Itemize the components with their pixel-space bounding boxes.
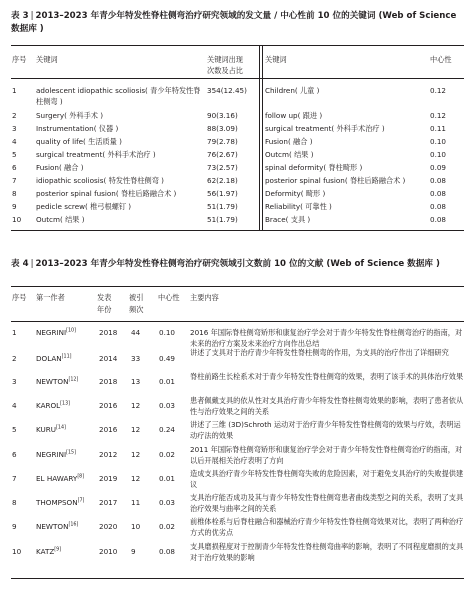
table4-row-10-rank: 10 xyxy=(12,547,22,556)
table3-row-9-centrality: 0.08 xyxy=(430,202,447,211)
table4-row-8-year: 2017 xyxy=(99,498,118,507)
table4-row-6-content: 2011 年国际脊柱侧弯矫形和康复治疗学会对于青少年特发性脊柱侧弯治疗的指南，对以后开展相关治疗表明了方向 xyxy=(190,445,463,465)
table4-row-6-rank: 6 xyxy=(12,450,17,459)
table3-row-8-rank: 8 xyxy=(12,189,17,198)
table4-row-4-content: 患者佩戴支具的依从性对支具治疗青少年特发性脊柱侧弯效果的影响，表明了患者依从性与治疗效果之间的关系 xyxy=(190,396,464,416)
table4-caption-number: 表 4 xyxy=(11,259,29,269)
table4-row-7-author xyxy=(36,473,84,484)
table3-row-2-rank: 2 xyxy=(12,111,17,120)
table3-row-2-keyword: Surgery( 外科手术 ) xyxy=(36,111,104,120)
table3-row-4-count: 79(2.78) xyxy=(207,137,238,146)
table4-row-1-content: 2016 年国际脊柱侧弯矫形和康复治疗学会对于青少年特发性脊柱侧弯治疗的指南，对未来的治疗方案及未来治疗方向作出总结 xyxy=(190,328,463,348)
table3-row-10-keyword: Outcm( 结果 ) xyxy=(36,215,85,224)
table4-row-5-author xyxy=(36,424,66,435)
table4-row-7-rank: 7 xyxy=(12,474,17,483)
table4-row-8-cited: 11 xyxy=(131,498,141,507)
table3-row-6-rank: 6 xyxy=(12,163,17,172)
table4-row-2-author-name: DOLAN xyxy=(36,354,62,363)
table3-row-6-keyword: Fusion( 融合 ) xyxy=(36,163,84,172)
table3-row-3-rank: 3 xyxy=(12,124,17,133)
table4-row-9-ref: [16] xyxy=(68,522,79,528)
table4-row-10-author xyxy=(36,546,61,557)
table3-row-2-centrality: 0.12 xyxy=(430,111,447,120)
table4-row-7-cited: 12 xyxy=(131,474,141,483)
table4-row-8-content: 支具治疗能否成功及其与青少年特发性脊柱侧弯患者曲线类型之间的关系，表明了支具治疗效果与曲率之间的关系 xyxy=(190,493,464,513)
table4-row-3-ref: [12] xyxy=(68,377,79,383)
table3-row-6-centrality: 0.09 xyxy=(430,163,447,172)
table4-row-3-author-name: NEWTON xyxy=(36,377,69,386)
table4-row-6-ref: [15] xyxy=(66,450,76,456)
table4-top-rule xyxy=(11,286,464,287)
table4-row-5-content: 讲述了三维 (3D)Schroth 运动对于治疗青少年特发性脊柱侧弯的效果与疗效，表明运动疗法的效果 xyxy=(190,420,461,440)
table4-row-5-rank: 5 xyxy=(12,425,17,434)
table3-row-9-rank: 9 xyxy=(12,202,17,211)
table3-row-1-count: 354(12.45) xyxy=(207,86,247,95)
table3-row-10-count: 51(1.79) xyxy=(207,215,238,224)
table4-row-6-author xyxy=(36,449,76,460)
table4-row-2-rank: 2 xyxy=(12,354,17,363)
table4-row-2-author xyxy=(36,353,72,364)
table4-row-10-centrality: 0.08 xyxy=(159,547,176,556)
table4-row-4-author xyxy=(36,400,70,411)
table4-caption-text: 2013–2023 年青少年特发性脊柱侧弯治疗研究领域引文数前 10 位的文献 (Web of Science 数据库 ) xyxy=(35,259,440,269)
table3-row-4-rank: 4 xyxy=(12,137,17,146)
table3-row-7-centrality: 0.08 xyxy=(430,176,447,185)
table4-row-8-ref: [7] xyxy=(77,498,85,504)
table3-row-2-keyword-2: follow up( 跟进 ) xyxy=(265,111,323,120)
table3-row-6-count: 73(2.57) xyxy=(207,163,238,172)
table3-row-5-count: 76(2.67) xyxy=(207,150,238,159)
table3-row-1-keyword-2: Children( 儿童 ) xyxy=(265,86,320,95)
table3-row-10-keyword-2: Brace( 支具 ) xyxy=(265,215,311,224)
table3-caption-text: 2013–2023 年青少年特发性脊柱侧弯治疗研究领域的发文量 / 中心性前 10 位的关键词 (Web of Science 数据库 ) xyxy=(11,11,457,34)
table3-row-10-centrality: 0.08 xyxy=(430,215,447,224)
table3-row-6-keyword-2: spinal deformity( 脊柱畸形 ) xyxy=(265,163,363,172)
table4-row-9-content: 前椎体栓系与后脊柱融合和器械治疗青少年特发性脊柱侧弯效果对比，表明了两种治疗方式的优劣点 xyxy=(190,517,464,537)
table4-header-author: 第一作者 xyxy=(36,293,65,302)
table4-row-1-author-name: NEGRINI xyxy=(36,328,67,337)
table4-row-5-year: 2016 xyxy=(99,425,118,434)
table4-row-9-author xyxy=(36,521,78,532)
table4-row-4-ref: [13] xyxy=(60,401,71,407)
table4-row-5-cited: 12 xyxy=(131,425,141,434)
table4-row-10-cited: 9 xyxy=(131,547,136,556)
table3-top-rule xyxy=(11,45,464,46)
table3-row-3-centrality: 0.11 xyxy=(430,124,447,133)
table3-row-4-centrality: 0.10 xyxy=(430,137,447,146)
table4-row-4-author-name: KAROL xyxy=(36,401,61,410)
table3-row-8-count: 56(1.97) xyxy=(207,189,238,198)
table4-row-7-centrality: 0.01 xyxy=(159,474,176,483)
table4-row-2-ref: [11] xyxy=(61,354,72,360)
table3-header-count-1: 关键词出现 xyxy=(207,55,243,64)
table3-row-1-centrality: 0.12 xyxy=(430,86,447,95)
table3-row-3-count: 88(3.09) xyxy=(207,124,238,133)
table4-row-1-author xyxy=(36,327,76,338)
table3-row-10-rank: 10 xyxy=(12,215,22,224)
table4-row-1-year: 2018 xyxy=(99,328,118,337)
table4-header-cited-2: 频次 xyxy=(129,305,144,314)
table4-row-9-year: 2020 xyxy=(99,522,118,531)
table3-row-5-centrality: 0.10 xyxy=(430,150,447,159)
table4-row-8-author xyxy=(36,497,84,508)
table3-row-9-count: 51(1.79) xyxy=(207,202,238,211)
table3-row-4-keyword: quality of life( 生活质量 ) xyxy=(36,137,122,146)
table4-row-3-cited: 13 xyxy=(131,377,141,386)
table4-caption: 表 4 | 2013–2023 年青少年特发性脊柱侧弯治疗研究领域引文数前 10 位的文献 (Web of Science 数据库 ) xyxy=(11,259,440,269)
table4-row-6-author-name: NEGRINI xyxy=(36,450,67,459)
table4-row-1-rank: 1 xyxy=(12,328,17,337)
table3-header-keyword-2: 关键词 xyxy=(265,55,287,64)
table4-row-1-centrality: 0.10 xyxy=(159,328,176,337)
table3-row-3-keyword: Instrumentation( 仪器 ) xyxy=(36,124,119,133)
table3-row-5-keyword: surgical treatment( 外科手术治疗 ) xyxy=(36,150,156,159)
table3-row-1-rank: 1 xyxy=(12,86,17,95)
table4-row-8-centrality: 0.03 xyxy=(159,498,176,507)
table4-row-8-author-name: THOMPSON xyxy=(36,498,78,507)
table4-row-7-author-name: EL HAWARY xyxy=(36,474,78,483)
table4-row-10-ref: [9] xyxy=(54,547,62,553)
table3-row-3-keyword-2: surgical treatment( 外科手术治疗 ) xyxy=(265,124,385,133)
table3-caption: 表 3 | 2013–2023 年青少年特发性脊柱侧弯治疗研究领域的发文量 / 中心性前 10 位的关键词 (Web of Science 数据库 ) xyxy=(11,11,457,34)
table3-header-centrality: 中心性 xyxy=(430,55,452,64)
table3-row-8-keyword-2: Deformity( 畸形 ) xyxy=(265,189,326,198)
table3-row-9-keyword: pedicle screw( 椎弓根螺钉 ) xyxy=(36,202,132,211)
table4-row-2-cited: 33 xyxy=(131,354,141,363)
table3-header-keyword: 关键词 xyxy=(36,55,58,64)
table4-row-5-author-name: KURU xyxy=(36,425,57,434)
table4-row-6-year: 2012 xyxy=(99,450,118,459)
table4-row-5-ref: [14] xyxy=(56,425,66,431)
table4-header-content: 主要内容 xyxy=(190,293,219,302)
table3-row-7-keyword: idiopathic scoliosis( 特发性脊柱侧弯 ) xyxy=(36,176,164,185)
table4-row-9-rank: 9 xyxy=(12,522,17,531)
table4-bottom-rule xyxy=(11,578,464,579)
table4-header-year-2: 年份 xyxy=(97,305,112,314)
table4-header-centrality: 中心性 xyxy=(158,293,180,302)
table3-row-5-rank: 5 xyxy=(12,150,17,159)
table4-row-3-rank: 3 xyxy=(12,377,17,386)
table4-row-9-centrality: 0.02 xyxy=(159,522,176,531)
table4-row-1-ref: [10] xyxy=(66,328,76,334)
table4-row-7-content: 造成支具治疗青少年特发性脊柱侧弯失败的危险因素，对于避免支具治疗的失败提供建议 xyxy=(190,469,464,489)
table4-row-3-centrality: 0.01 xyxy=(159,377,176,386)
table3-row-7-count: 62(2.18) xyxy=(207,176,238,185)
table4-row-4-rank: 4 xyxy=(12,401,17,410)
table3-caption-number: 表 3 xyxy=(11,11,29,21)
table4-row-5-centrality: 0.24 xyxy=(159,425,176,434)
table4-row-4-cited: 12 xyxy=(131,401,141,410)
table4-row-4-year: 2016 xyxy=(99,401,118,410)
table4-row-2-year: 2014 xyxy=(99,354,118,363)
table4-row-3-content: 脊柱前路生长栓系术对于青少年特发性脊柱侧弯的效果，表明了该手术的具体治疗效果 xyxy=(190,372,464,381)
table3-bottom-rule xyxy=(11,230,464,231)
table4-row-7-ref: [8] xyxy=(77,474,85,480)
table3-row-9-keyword-2: Reliability( 可靠性 ) xyxy=(265,202,332,211)
table3-header-rule xyxy=(11,78,464,79)
table3-row-8-keyword: posterior spinal fusion( 脊柱后路融合术 ) xyxy=(36,189,177,198)
table3-row-7-rank: 7 xyxy=(12,176,17,185)
table4-row-6-cited: 12 xyxy=(131,450,141,459)
table4-row-6-centrality: 0.02 xyxy=(159,450,176,459)
table3-row-2-count: 90(3.16) xyxy=(207,111,238,120)
table3-divider-right xyxy=(262,45,263,230)
table3-row-1-keyword: adolescent idiopathic scoliosis( 青少年特发性脊柱侧弯 ) xyxy=(36,86,201,106)
table4-row-4-centrality: 0.03 xyxy=(159,401,176,410)
table4-header-rule xyxy=(11,321,464,322)
table3-header-count-2: 次数及占比 xyxy=(207,66,243,75)
table3-row-7-keyword-2: posterior spinal fusion( 脊柱后路融合术 ) xyxy=(265,176,406,185)
table3-divider-left xyxy=(259,45,260,230)
table4-row-2-content: 讲述了支具对于治疗青少年特发性脊柱侧弯的作用，为支具的治疗作出了详细研究 xyxy=(190,348,449,357)
table4-row-9-author-name: NEWTON xyxy=(36,522,69,531)
table4-header-rank: 序号 xyxy=(12,293,27,302)
table4-row-3-author xyxy=(36,376,78,387)
table4-row-9-cited: 10 xyxy=(131,522,141,531)
table4-row-1-cited: 44 xyxy=(131,328,141,337)
table4-header-year-1: 发表 xyxy=(97,293,112,302)
table3-header-rank: 序号 xyxy=(12,55,27,64)
table4-row-3-year: 2018 xyxy=(99,377,118,386)
table4-header-cited-1: 被引 xyxy=(129,293,144,302)
table4-row-7-year: 2019 xyxy=(99,474,118,483)
table4-row-10-year: 2010 xyxy=(99,547,118,556)
table3-row-4-keyword-2: Fusion( 融合 ) xyxy=(265,137,313,146)
table3-row-5-keyword-2: Outcm( 结果 ) xyxy=(265,150,314,159)
table4-row-2-centrality: 0.49 xyxy=(159,354,176,363)
table3-row-8-centrality: 0.08 xyxy=(430,189,447,198)
table4-row-8-rank: 8 xyxy=(12,498,17,507)
table4-row-10-content: 支具磨损程度对于控制青少年特发性脊柱侧弯曲率的影响，表明了不同程度磨损的支具对于治疗效果的影响 xyxy=(190,542,464,562)
table4-row-10-author-name: KATZ xyxy=(36,547,55,556)
